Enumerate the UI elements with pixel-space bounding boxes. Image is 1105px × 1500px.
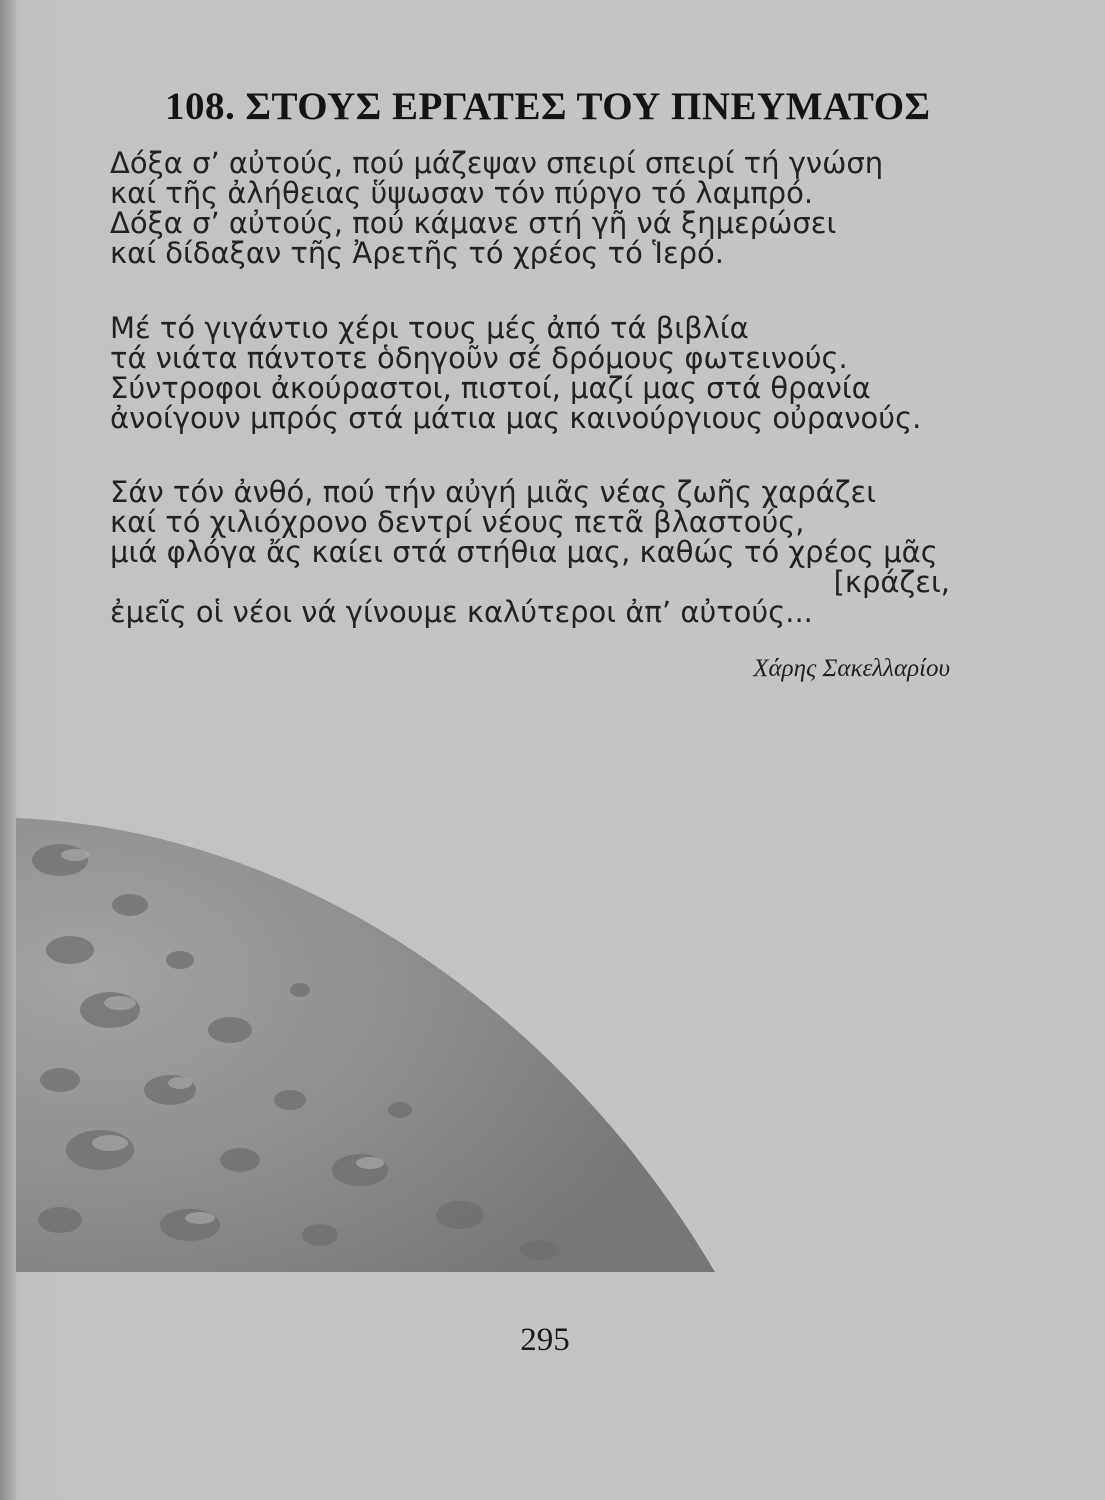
poem-line: Μέ τό γιγάντιο χέρι τους μές ἀπό τά βιβλία bbox=[110, 311, 749, 345]
poem-title: 108. ΣΤΟΥΣ ΕΡΓΑΤΕΣ ΤΟΥ ΠΝΕΥΜΑΤΟΣ bbox=[165, 85, 931, 128]
stanza-1 bbox=[110, 148, 950, 268]
page-number: 295 bbox=[520, 1322, 570, 1358]
poem-line: καί τῆς ἀλήθειας ὕψωσαν τόν πύργο τό λαμπρό. bbox=[110, 176, 814, 210]
poem-line: καί δίδαξαν τῆς Ἀρετῆς τό χρέος τό Ἱερό. bbox=[110, 236, 724, 270]
poem-line: τά νιάτα πάντοτε ὁδηγοῦν σέ δρόμους φωτεινούς. bbox=[110, 341, 848, 375]
poem-line: Δόξα σ’ αὐτούς, πού κάμανε στή γῆ νά ξημερώσει bbox=[110, 206, 837, 240]
stanza-3 bbox=[110, 477, 950, 627]
stanza-2 bbox=[110, 313, 950, 433]
poem-line: Σύντροφοι ἀκούραστοι, πιστοί, μαζί μας στά θρανία bbox=[110, 371, 871, 405]
poem-line: Δόξα σ’ αὐτούς, πού μάζεψαν σπειρί σπειρί τή γνώση bbox=[110, 146, 884, 180]
poem-author: Χάρης Σακελλαρίου bbox=[753, 655, 950, 682]
poem-line: ἐμεῖς οἱ νέοι νά γίνουμε καλύτεροι ἀπ’ αὐτούς... bbox=[110, 595, 813, 629]
poem-line: ἀνοίγουν μπρός στά μάτια μας καινούργιους οὐρανούς. bbox=[110, 401, 922, 435]
poem-line-continuation: [κράζει, bbox=[833, 565, 950, 599]
poem-line: μιά φλόγα ἄς καίει στά στήθια μας, καθώς τό χρέος μᾶς bbox=[110, 535, 938, 569]
poem-line: καί τό χιλιόχρονο δεντρί νέους πετᾶ βλαστούς, bbox=[110, 505, 805, 539]
poem-line: Σάν τόν ἀνθό, πού τήν αὐγή μιᾶς νέας ζωῆς χαράζει bbox=[110, 475, 877, 509]
